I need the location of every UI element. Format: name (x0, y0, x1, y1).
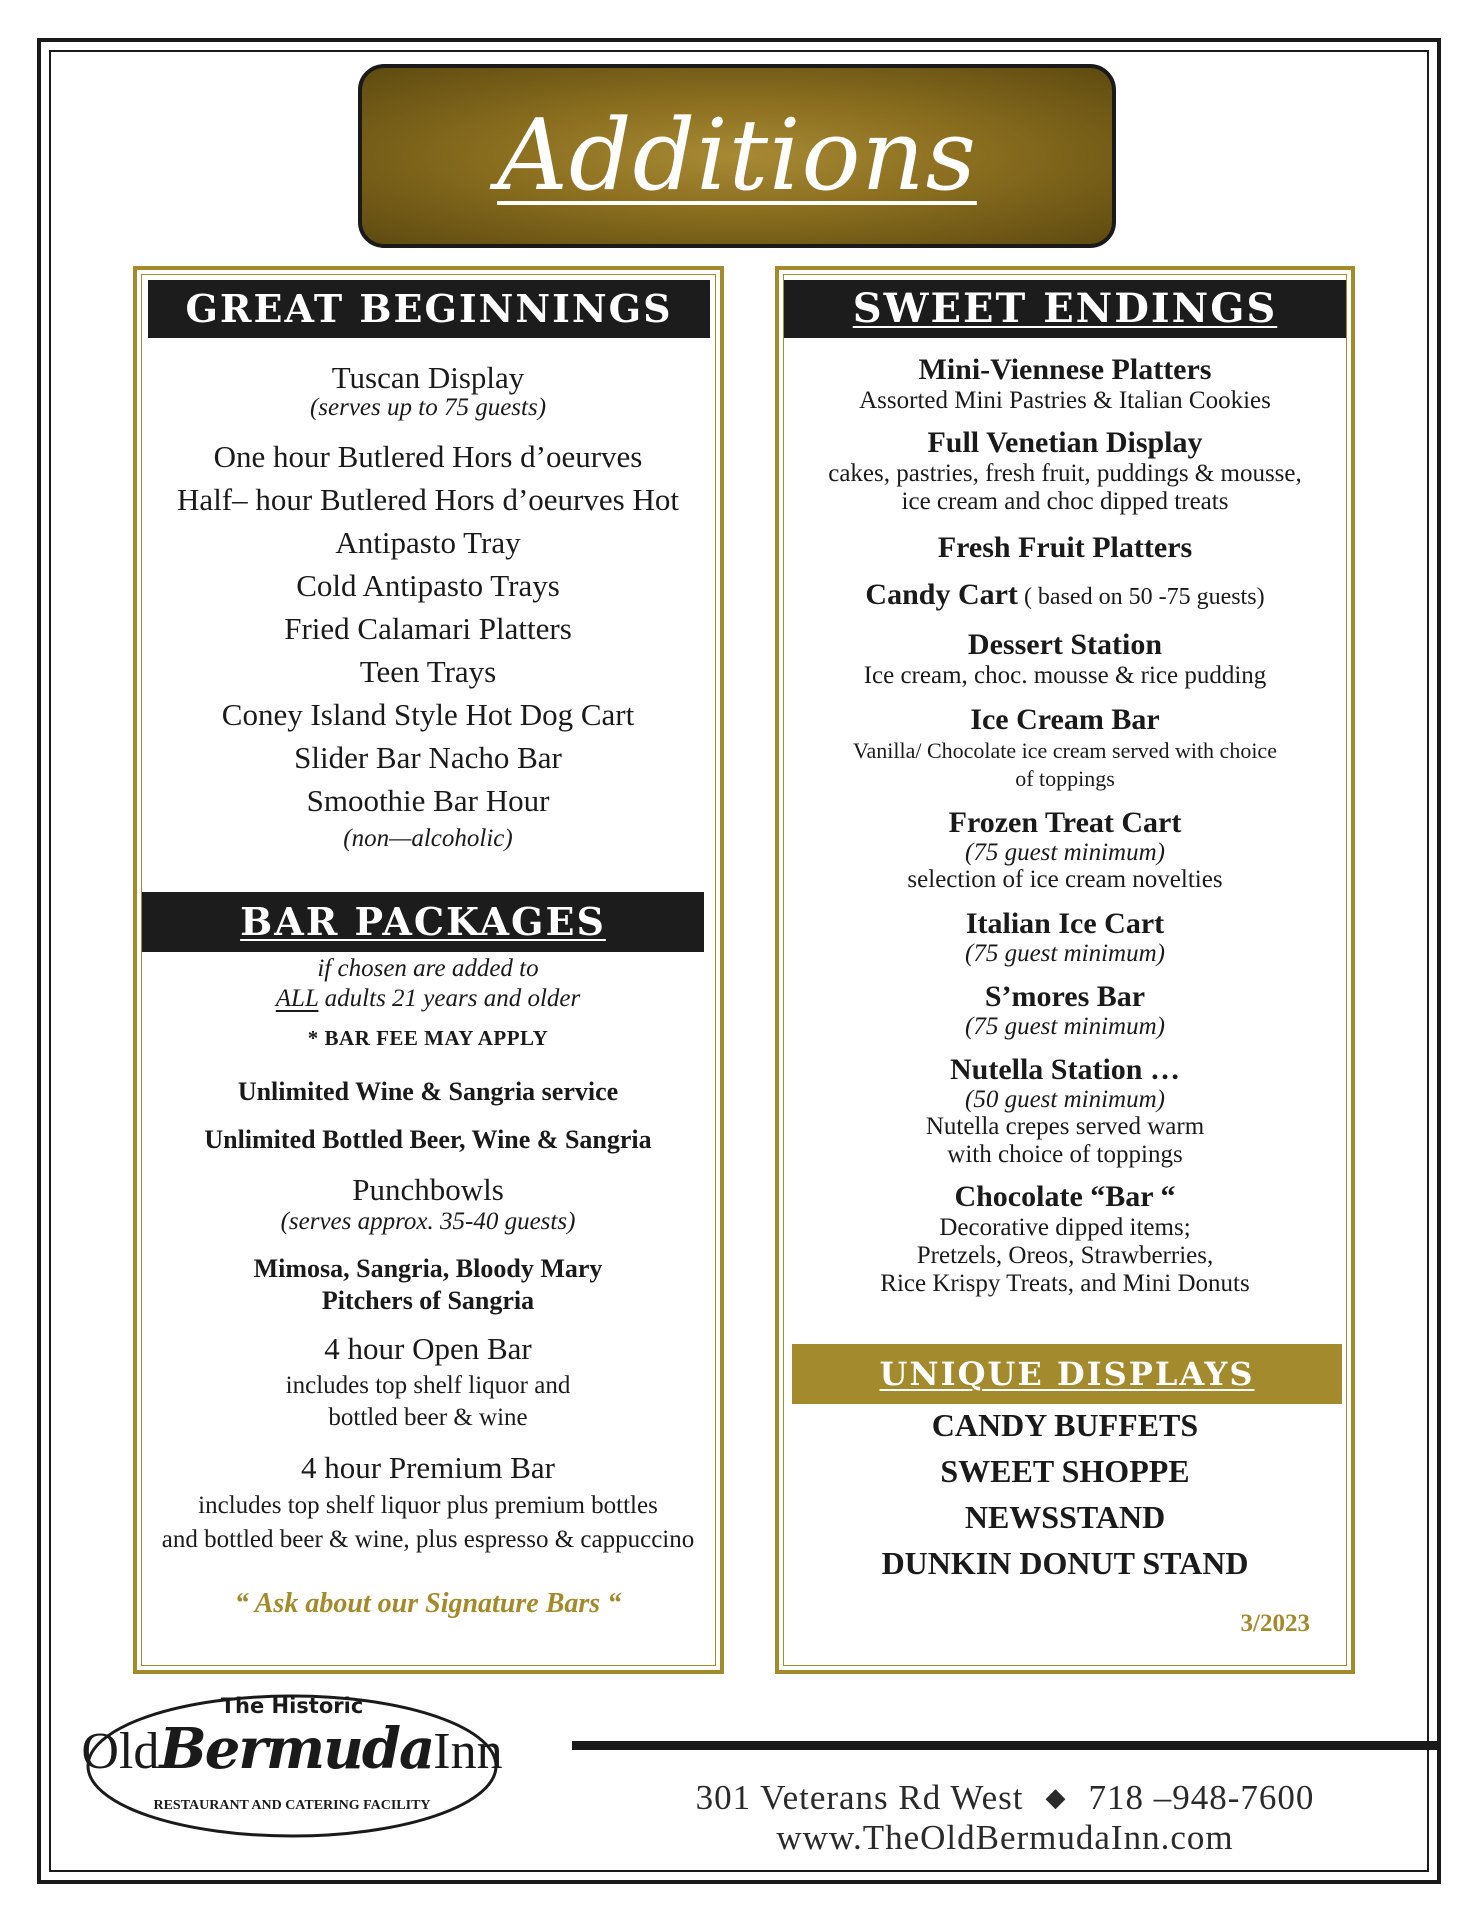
sweet-endings-heading: SWEET ENDINGS (784, 280, 1346, 338)
italian-note: (75 guest minimum) (965, 940, 1165, 967)
footer-contact (572, 1778, 1438, 1858)
beer-service: Unlimited Bottled Beer, Wine & Sangria (204, 1125, 652, 1154)
venetian-display: Full Venetian Display (927, 426, 1203, 459)
sweet-endings-list (782, 352, 1348, 1298)
logo-tagline: RESTAURANT AND CATERING FACILITY (153, 1798, 431, 1813)
bar-fee: * BAR FEE MAY APPLY (307, 1026, 549, 1050)
premium-desc-1: includes top shelf liquor plus premium bottles (198, 1492, 658, 1519)
menu-item: One hour Butlered Hors d’oeurves (213, 439, 643, 474)
unique-displays-list (782, 1402, 1348, 1586)
title-banner (358, 64, 1116, 248)
ice-cream-bar: Ice Cream Bar (970, 703, 1160, 736)
footer-address: 301 Veterans Rd West (695, 1778, 1024, 1817)
fruit-platters: Fresh Fruit Platters (937, 531, 1193, 564)
tuscan-note: (serves up to 75 guests) (309, 394, 547, 421)
old-bermuda-inn-logo (80, 1686, 504, 1842)
chocolate-desc-2: Pretzels, Oreos, Strawberries, (916, 1242, 1214, 1269)
chocolate-desc-3: Rice Krispy Treats, and Mini Donuts (880, 1270, 1250, 1297)
nutella-station: Nutella Station … (949, 1053, 1180, 1086)
footer-phone: 718 –948-7600 (1088, 1778, 1315, 1817)
logo-name: OldBermudaInn (81, 1716, 503, 1782)
unique-item: SWEET SHOPPE (940, 1453, 1190, 1489)
punch-items-2: Pitchers of Sangria (321, 1286, 535, 1315)
logo-the-historic: The Historic (220, 1694, 364, 1718)
open-bar-desc-1: includes top shelf liquor and (285, 1372, 571, 1399)
punch-note: (serves approx. 35-40 guests) (280, 1208, 576, 1235)
premium-desc-2: and bottled beer & wine, plus espresso & cappuccino (161, 1526, 695, 1553)
wine-service: Unlimited Wine & Sangria service (237, 1077, 619, 1106)
menu-item: Cold Antipasto Trays (296, 568, 560, 603)
candy-cart: Candy Cart ( based on 50 -75 guests) (865, 578, 1265, 611)
menu-item: Antipasto Tray (335, 525, 521, 560)
chocolate-bar: Chocolate “Bar “ (954, 1180, 1176, 1213)
menu-item: Fried Calamari Platters (284, 611, 572, 646)
unique-displays-heading: UNIQUE DISPLAYS (792, 1344, 1342, 1404)
smoothie-note: (non—alcoholic) (343, 825, 513, 852)
menu-item: Half– hour Butlered Hors d’oeurves Hot (177, 482, 679, 517)
menu-item: Coney Island Style Hot Dog Cart (221, 697, 635, 732)
tuscan-display: Tuscan Display (331, 360, 525, 395)
great-beginnings-heading: GREAT BEGINNINGS (148, 280, 710, 338)
premium-bar: 4 hour Premium Bar (301, 1450, 555, 1485)
ice-cream-desc-2: of toppings (1015, 766, 1115, 791)
frozen-note: (75 guest minimum) (965, 839, 1165, 866)
open-bar: 4 hour Open Bar (324, 1331, 532, 1366)
bar-note-line1: if chosen are added to (317, 955, 539, 982)
nutella-desc-1: Nutella crepes served warm (925, 1113, 1205, 1140)
bar-packages-heading: BAR PACKAGES (142, 892, 704, 952)
nutella-note: (50 guest minimum) (965, 1086, 1165, 1113)
unique-item: NEWSSTAND (964, 1499, 1166, 1535)
dessert-station: Dessert Station (967, 628, 1163, 661)
punch-items-1: Mimosa, Sangria, Bloody Mary (253, 1254, 603, 1283)
bar-packages-list (140, 954, 716, 1619)
unique-item: CANDY BUFFETS (931, 1407, 1199, 1443)
diamond-icon: ◆ (1045, 1783, 1067, 1812)
menu-item: Teen Trays (359, 654, 497, 689)
unique-item: DUNKIN DONUT STAND (881, 1545, 1249, 1581)
ice-cream-desc-1: Vanilla/ Chocolate ice cream served with choice (853, 738, 1277, 763)
dessert-desc: Ice cream, choc. mousse & rice pudding (863, 662, 1267, 689)
menu-item: Slider Bar Nacho Bar (294, 740, 562, 775)
viennese-platters: Mini-Viennese Platters (918, 353, 1212, 386)
menu-item: Smoothie Bar Hour (306, 783, 550, 818)
footer-rule (572, 1741, 1438, 1750)
venetian-desc-2: ice cream and choc dipped treats (901, 488, 1229, 515)
footer-website[interactable]: www.TheOldBermudaInn.com (776, 1818, 1234, 1857)
open-bar-desc-2: bottled beer & wine (328, 1404, 528, 1431)
italian-ice-cart: Italian Ice Cart (965, 907, 1165, 940)
smores-note: (75 guest minimum) (965, 1013, 1165, 1040)
signature-bars: “ Ask about our Signature Bars “ (234, 1588, 622, 1619)
bar-note-line2: ALL adults 21 years and older (275, 985, 581, 1012)
page-title: Additions (497, 99, 977, 213)
chocolate-desc-1: Decorative dipped items; (939, 1214, 1191, 1241)
smores-bar: S’mores Bar (984, 980, 1146, 1013)
punchbowls: Punchbowls (352, 1172, 504, 1207)
viennese-desc: Assorted Mini Pastries & Italian Cookies (859, 387, 1271, 414)
venetian-desc-1: cakes, pastries, fresh fruit, puddings & mousse, (828, 460, 1302, 487)
frozen-desc: selection of ice cream novelties (907, 866, 1223, 893)
great-beginnings-list (140, 356, 716, 854)
revision-date: 3/2023 (1240, 1610, 1310, 1637)
nutella-desc-2: with choice of toppings (947, 1141, 1183, 1168)
frozen-treat-cart: Frozen Treat Cart (948, 806, 1182, 839)
